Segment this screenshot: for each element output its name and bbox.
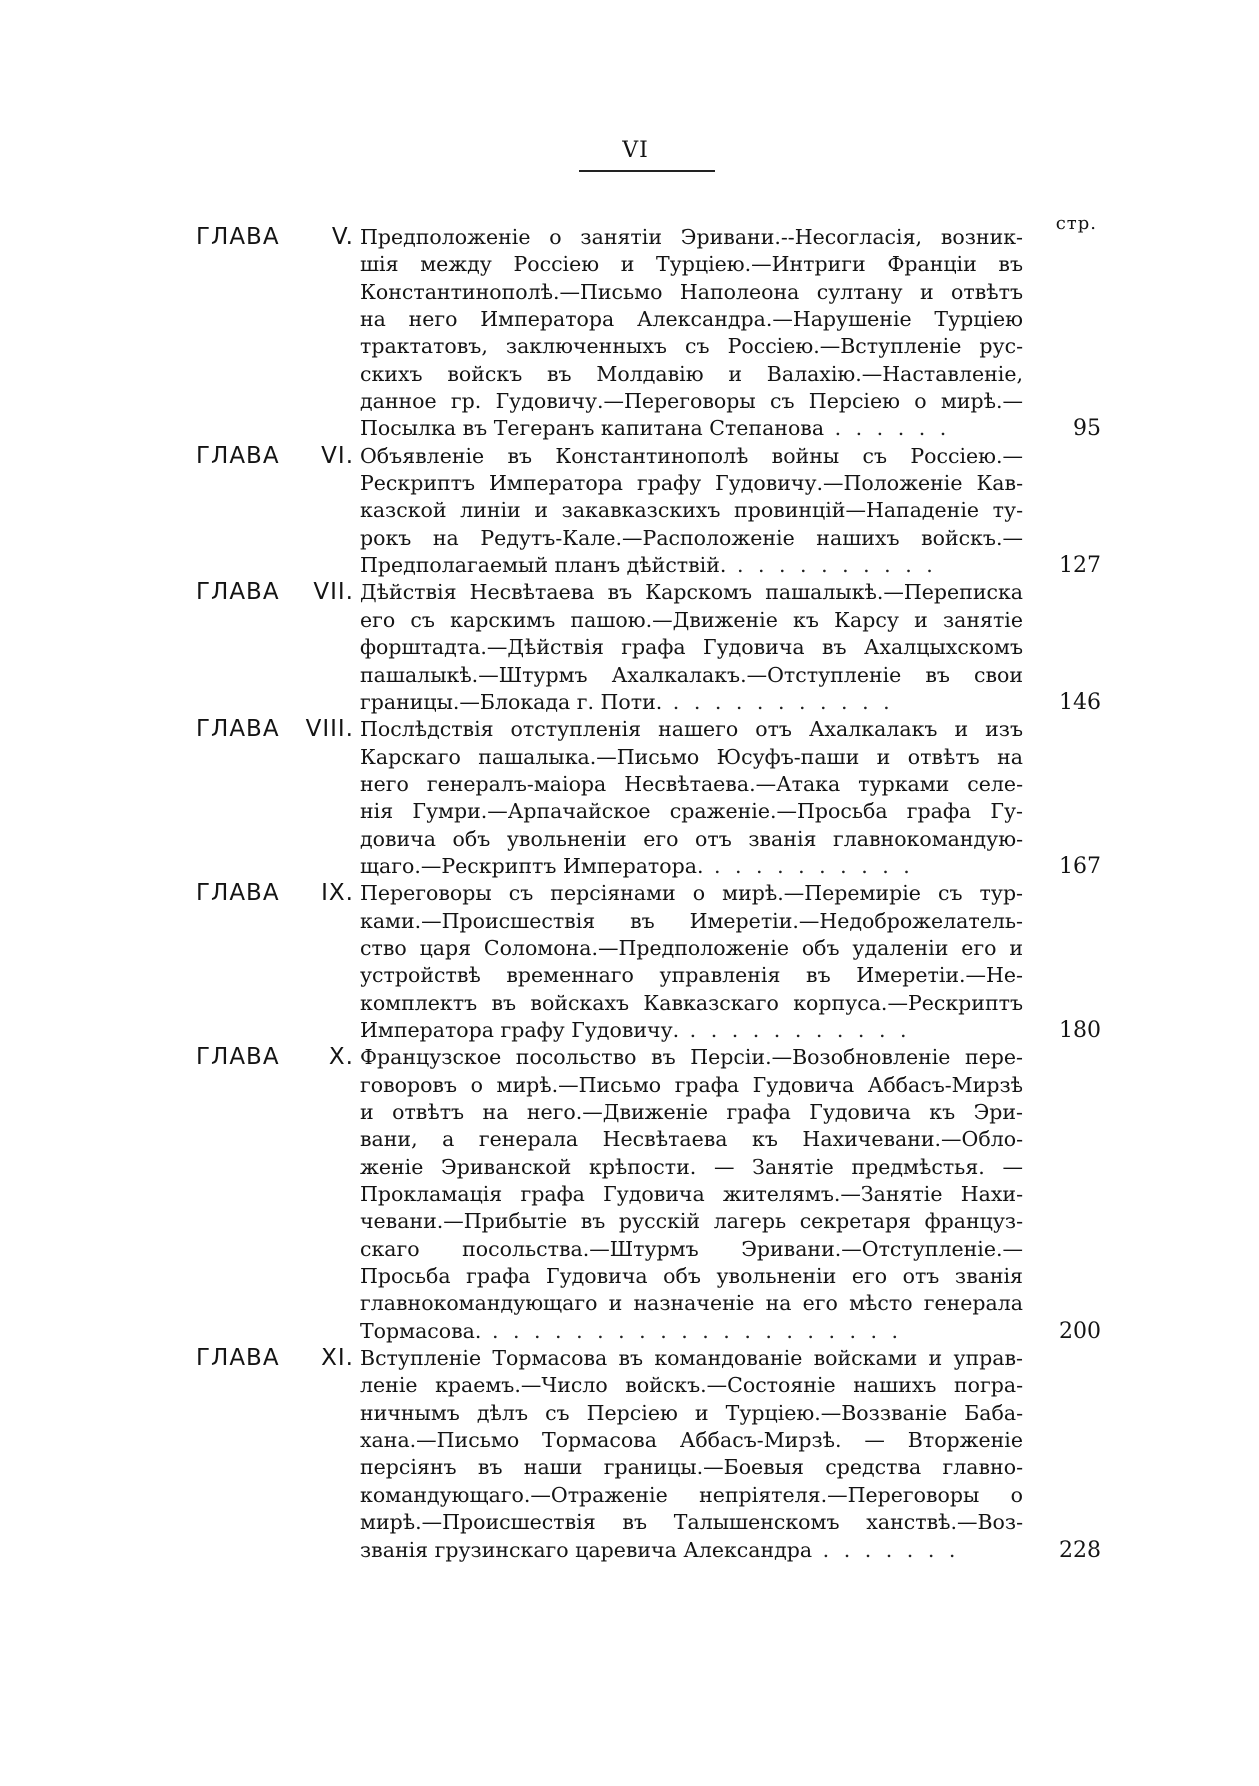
summary-line: [360, 853, 1023, 880]
toc-entry: [196, 716, 1101, 880]
summary-line: [360, 716, 1023, 743]
toc-entry: [196, 880, 1101, 1044]
summary-text: Посылка въ Тегеранъ капитана Степанова: [360, 416, 825, 441]
summary-text: щаго.—Рескриптъ Императора.: [360, 853, 704, 878]
summary-line: [360, 525, 1023, 552]
summary-line: [360, 1537, 1023, 1564]
summary-text: шія между Россіею и Турціею.—Интриги Франціи въ: [360, 252, 1023, 277]
summary-text: рокъ на Редутъ-Кале.—Расположеніе нашихъ войскъ.—: [360, 525, 1023, 550]
dot-leader: . . . . . . . . . .: [726, 553, 937, 578]
dot-leader: . . . . . . .: [812, 1537, 960, 1562]
chapter-page-number: 95: [1073, 416, 1101, 442]
summary-line: [360, 361, 1023, 388]
summary-text: Предполагаемый планъ дѣйствій.: [360, 553, 727, 578]
chapter-label: [196, 880, 360, 907]
chapter-label: [196, 224, 360, 251]
summary-text: комплектъ въ войскахъ Кавказскаго корпуса.—Рескриптъ: [360, 990, 1023, 1015]
chapter-word: ГЛАВА: [196, 579, 280, 606]
summary-text: данное гр. Гудовичу.—Переговоры съ Персіею о мирѣ.—: [360, 389, 1023, 414]
summary-text: Послѣдствія отступленія нашего отъ Ахалкалакъ и изъ: [360, 717, 1023, 742]
summary-line: [360, 662, 1023, 689]
summary-text: на него Императора Александра.—Нарушеніе Турціею: [360, 307, 1023, 332]
summary-text: персіянъ въ наши границы.—Боевыя средства главно-: [360, 1455, 1023, 1480]
chapter-numeral: VII.: [313, 579, 354, 606]
summary-line: [360, 1318, 1023, 1345]
summary-line: [360, 744, 1023, 771]
summary-line: [360, 443, 1023, 470]
summary-line: [360, 908, 1023, 935]
chapter-page-number: 200: [1059, 1318, 1101, 1344]
summary-text: Дѣйствія Несвѣтаева въ Карскомъ пашалыкѣ.—Переписка: [360, 580, 1023, 605]
dot-leader: . . . . . . . . . . .: [662, 689, 894, 714]
summary-line: [360, 1400, 1023, 1427]
summary-line: [360, 826, 1023, 853]
toc-entry: [196, 443, 1101, 580]
summary-line: [360, 1236, 1023, 1263]
summary-text: Императора графу Гудовичу.: [360, 1017, 680, 1042]
summary-text: вани, а генерала Несвѣтаева къ Нахичевани.—Обло-: [360, 1127, 1023, 1152]
summary-line: [360, 1345, 1023, 1372]
summary-line: [360, 1181, 1023, 1208]
summary-line: [360, 634, 1023, 661]
summary-line: [360, 1509, 1023, 1536]
summary-text: званія грузинскаго царевича Александра: [360, 1537, 813, 1562]
summary-text: скихъ войскъ въ Молдавію и Валахію.—Наставленіе,: [360, 361, 1023, 386]
chapter-numeral: XI.: [321, 1345, 354, 1372]
chapter-summary: [360, 716, 1023, 880]
summary-text: Прокламація графа Гудовича жителямъ.—Занятіе Нахи-: [360, 1182, 1023, 1207]
summary-line: [360, 251, 1023, 278]
toc-entry: [196, 1044, 1101, 1345]
summary-text: Константинополѣ.—Письмо Наполеона султану и отвѣтъ: [360, 279, 1023, 304]
summary-text: Тормасова.: [360, 1318, 482, 1343]
page-number: VI: [622, 138, 649, 163]
pages-column-header: стр.: [1055, 213, 1097, 234]
summary-line: [360, 1044, 1023, 1071]
chapter-summary: [360, 443, 1023, 580]
chapter-page-number: 127: [1059, 553, 1101, 579]
table-of-contents: [196, 224, 1101, 1564]
summary-line: [360, 1263, 1023, 1290]
summary-line: [360, 798, 1023, 825]
chapter-numeral: VIII.: [305, 716, 354, 743]
summary-line: [360, 962, 1023, 989]
summary-text: довича объ увольненіи его отъ званія главнокомандую-: [360, 826, 1023, 851]
chapter-word: ГЛАВА: [196, 442, 280, 469]
summary-text: мирѣ.—Происшествія въ Талышенскомъ ханствѣ.—Воз-: [360, 1510, 1023, 1535]
summary-line: [360, 880, 1023, 907]
chapter-page-number: 228: [1059, 1537, 1101, 1563]
summary-text: и отвѣтъ на него.—Движеніе графа Гудовича къ Эри-: [360, 1100, 1023, 1124]
summary-line: [360, 1072, 1023, 1099]
summary-text: Карскаго пашалыка.—Письмо Юсуфъ-паши и отвѣтъ на: [360, 744, 1023, 769]
summary-line: [360, 470, 1023, 497]
chapter-page-number: 180: [1059, 1017, 1101, 1043]
chapter-summary: [360, 880, 1023, 1044]
chapter-label: [196, 1345, 360, 1372]
summary-text: женіе Эриванской крѣпости. — Занятіе предмѣстья. —: [360, 1154, 1023, 1179]
summary-line: [360, 1154, 1023, 1181]
summary-text: казской линіи и закавказскихъ провинцій—Нападеніе ту-: [360, 498, 1023, 523]
summary-text: Просьба графа Гудовича объ увольненіи его отъ званія: [360, 1264, 1023, 1289]
summary-line: [360, 1099, 1023, 1126]
summary-line: [360, 689, 1023, 716]
toc-entry: [196, 224, 1101, 443]
summary-text: ство царя Соломона.—Предположеніе объ удаленіи его и: [360, 935, 1023, 960]
summary-text: Французское посольство въ Персіи.—Возобновленіе пере-: [360, 1045, 1023, 1070]
dot-leader: . . . . . .: [824, 416, 951, 441]
header-rule: [579, 170, 715, 172]
summary-text: командующаго.—Отраженіе непріятеля.—Переговоры о: [360, 1482, 1023, 1507]
chapter-label: [196, 443, 360, 470]
summary-text: форштадта.—Дѣйствія графа Гудовича въ Ахалцыхскомъ: [360, 635, 1023, 660]
summary-text: хана.—Письмо Тормасова Аббасъ-Мирзѣ. — Вторженіе: [360, 1428, 1023, 1453]
summary-line: [360, 1208, 1023, 1235]
summary-line: [360, 1482, 1023, 1509]
chapter-word: ГЛАВА: [196, 716, 280, 743]
summary-line: [360, 1126, 1023, 1153]
chapter-numeral: IX.: [321, 880, 354, 907]
summary-line: [360, 607, 1023, 634]
chapter-word: ГЛАВА: [196, 1044, 280, 1071]
summary-text: говоровъ о мирѣ.—Письмо графа Гудовича Аббасъ-Мирзѣ: [360, 1072, 1023, 1097]
dot-leader: . . . . . . . . . . .: [679, 1017, 911, 1042]
summary-text: устройствѣ временнаго управленія въ Имеретіи.—Не-: [360, 963, 1023, 988]
summary-text: Переговоры съ персіянами о мирѣ.—Перемиріе съ тур-: [360, 881, 1023, 906]
summary-line: [360, 497, 1023, 524]
chapter-label: [196, 716, 360, 743]
summary-line: [360, 333, 1023, 360]
toc-entry: [196, 1345, 1101, 1564]
summary-text: Рескриптъ Императора графу Гудовичу.—Положеніе Кав-: [360, 471, 1023, 496]
summary-text: Предположеніе о занятіи Эривани.--Несогласія, возник-: [360, 225, 1023, 249]
summary-text: его съ карскимъ пашою.—Движеніе къ Карсу и занятіе: [360, 607, 1023, 632]
summary-line: [360, 771, 1023, 798]
summary-text: чевани.—Прибытіе въ русскій лагерь секретаря француз-: [360, 1209, 1023, 1234]
chapter-numeral: X.: [328, 1044, 354, 1071]
summary-line: [360, 1290, 1023, 1317]
chapter-summary: [360, 1345, 1023, 1564]
chapter-label: [196, 1044, 360, 1071]
summary-text: ками.—Происшествія въ Имеретіи.—Недоброжелатель-: [360, 908, 1023, 933]
chapter-numeral: V.: [331, 224, 354, 250]
summary-text: главнокомандующаго и назначеніе на его мѣсто генерала: [360, 1291, 1023, 1316]
summary-text: трактатовъ, заключенныхъ съ Россіею.—Вступленіе рус-: [360, 334, 1023, 359]
chapter-page-number: 167: [1059, 853, 1101, 879]
chapter-word: ГЛАВА: [196, 1345, 280, 1372]
dot-leader: . . . . . . . . . . . . . . . . . . . .: [481, 1318, 903, 1343]
summary-text: Вступленіе Тормасова въ командованіе войсками и управ-: [360, 1346, 1023, 1371]
summary-line: [360, 1372, 1023, 1399]
summary-line: [360, 388, 1023, 415]
summary-text: ничнымъ дѣлъ съ Персіею и Турціею.—Воззваніе Баба-: [360, 1400, 1023, 1425]
chapter-summary: [360, 1044, 1023, 1345]
summary-line: [360, 279, 1023, 306]
dot-leader: . . . . . . . . . .: [703, 853, 914, 878]
summary-text: него генералъ-маіора Несвѣтаева.—Атака турками селе-: [360, 771, 1023, 796]
summary-text: скаго посольства.—Штурмъ Эривани.—Отступленіе.—: [360, 1236, 1023, 1261]
chapter-word: ГЛАВА: [196, 224, 280, 250]
summary-text: пашалыкѣ.—Штурмъ Ахалкалакъ.—Отступленіе въ свои: [360, 662, 1023, 687]
summary-line: [360, 415, 1023, 442]
summary-line: [360, 1454, 1023, 1481]
chapter-summary: [360, 579, 1023, 716]
summary-line: [360, 224, 1023, 251]
summary-text: нія Гумри.—Арпачайское сраженіе.—Просьба графа Гу-: [360, 799, 1023, 824]
summary-line: [360, 935, 1023, 962]
chapter-word: ГЛАВА: [196, 880, 280, 907]
summary-line: [360, 1427, 1023, 1454]
summary-line: [360, 1017, 1023, 1044]
toc-entry: [196, 579, 1101, 716]
summary-line: [360, 552, 1023, 579]
chapter-numeral: VI.: [321, 442, 354, 469]
summary-line: [360, 990, 1023, 1017]
summary-text: Объявленіе въ Константинополѣ войны съ Россіею.—: [360, 443, 1023, 468]
chapter-summary: [360, 224, 1023, 443]
summary-line: [360, 306, 1023, 333]
chapter-page-number: 146: [1059, 689, 1101, 715]
summary-text: границы.—Блокада г. Поти.: [360, 689, 663, 714]
summary-line: [360, 579, 1023, 606]
chapter-label: [196, 579, 360, 606]
summary-text: леніе краемъ.—Число войскъ.—Состояніе нашихъ погра-: [360, 1373, 1023, 1398]
